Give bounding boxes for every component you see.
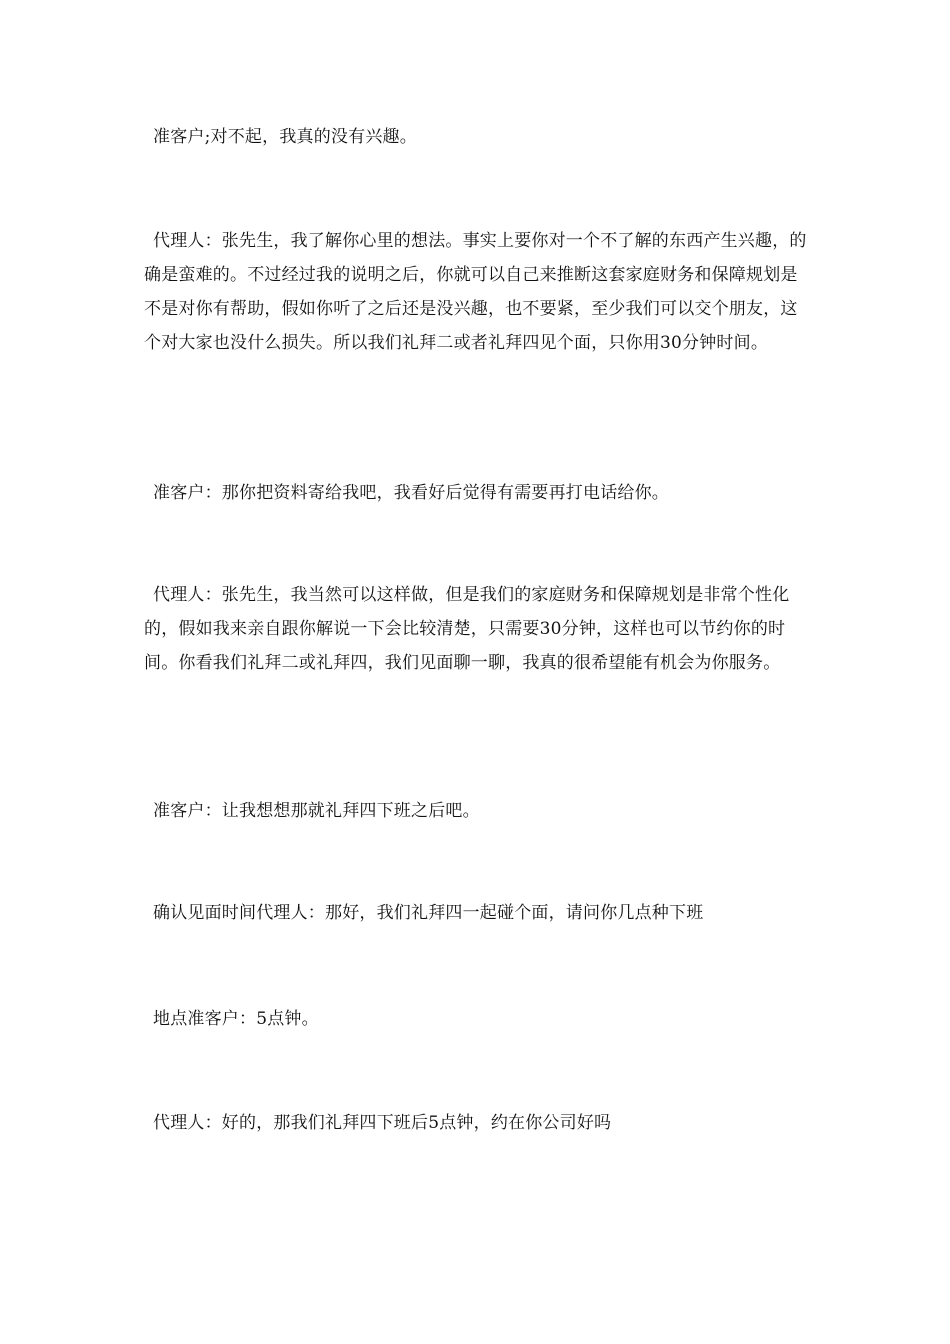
paragraph-8 (144, 1106, 814, 1140)
paragraph-1 (144, 120, 814, 154)
paragraph-5-text: 准客户：让我想想那就礼拜四下班之后吧。 (153, 801, 480, 821)
paragraph-7-text: 地点准客户：5点钟。 (153, 1009, 319, 1029)
paragraph-4-text: 代理人：张先生，我当然可以这样做，但是我们的家庭财务和保障规划是非常个性化的，假如我来亲自跟你解说一下会比较清楚，只需要30分钟，这样也可以节约你的时间。你看我们礼拜二或礼拜四，我们见面聊一聊，我真的很希望能有机会为你服务。 (144, 585, 790, 673)
paragraph-8-text: 代理人：好的，那我们礼拜四下班后5点钟，约在你公司好吗 (153, 1113, 612, 1133)
paragraph-5 (144, 794, 814, 828)
paragraph-6 (144, 896, 814, 930)
paragraph-1-text: 准客户;对不起，我真的没有兴趣。 (153, 127, 417, 147)
paragraph-2 (144, 224, 814, 360)
paragraph-3 (144, 476, 814, 510)
paragraph-6-text: 确认见面时间代理人：那好，我们礼拜四一起碰个面，请问你几点种下班 (153, 903, 704, 923)
paragraph-3-text: 准客户：那你把资料寄给我吧，我看好后觉得有需要再打电话给你。 (153, 483, 669, 503)
paragraph-2-text: 代理人：张先生，我了解你心里的想法。事实上要你对一个不了解的东西产生兴趣，的确是蛮难的。不过经过我的说明之后，你就可以自己来推断这套家庭财务和保障规划是不是对你有帮助，假如你听了之后还是没兴趣，也不要紧，至少我们可以交个朋友，这个对大家也没什么损失。所以我们礼拜二或者礼拜四见个面，只你用30分钟时间。 (144, 231, 807, 353)
paragraph-4 (144, 578, 814, 680)
paragraph-7 (144, 1002, 814, 1036)
